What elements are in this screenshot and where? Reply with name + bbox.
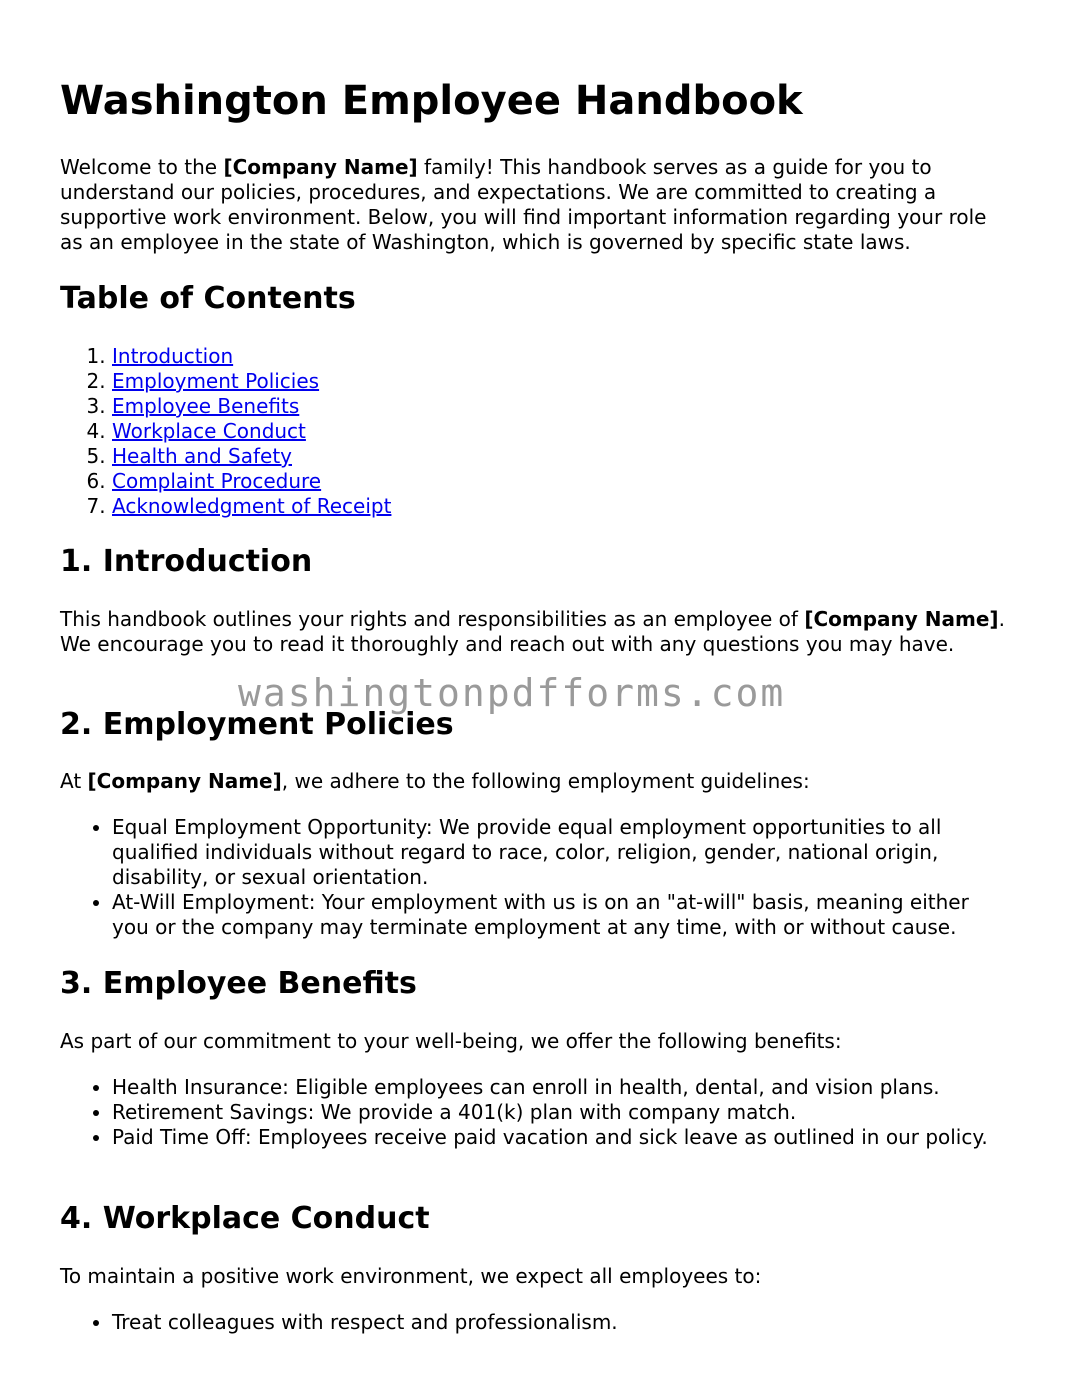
workplace-conduct-lead: To maintain a positive work environment, we expect all employees to:: [60, 1264, 762, 1288]
toc-heading: Table of Contents: [60, 281, 356, 316]
page-title: Washington Employee Handbook: [60, 78, 803, 124]
toc-list: [60, 344, 1010, 519]
company-name-placeholder: [Company Name]: [804, 607, 999, 631]
policies-lead-before: At: [60, 769, 88, 793]
toc-link-complaint-procedure[interactable]: Complaint Procedure: [112, 469, 322, 493]
toc-link-introduction[interactable]: Introduction: [112, 344, 234, 368]
company-name-placeholder: [Company Name]: [87, 769, 282, 793]
list-item: • Health Insurance: Eligible employees can enroll in health, dental, and vision plans.: [112, 1075, 1010, 1100]
watermark-text: washingtonpdfforms.com: [238, 671, 786, 715]
list-item: • Equal Employment Opportunity: We provide equal employment opportunities to all qualified individuals without regard to race, color, religion, gender, national origin, disability, or sexual orientation.: [112, 815, 1010, 890]
toc-link-acknowledgment-of-receipt[interactable]: Acknowledgment of Receipt: [112, 494, 392, 518]
introduction-text-before: This handbook outlines your rights and responsibilities as an employee of: [60, 607, 805, 631]
workplace-conduct-list: [60, 1310, 1010, 1335]
list-item: • Retirement Savings: We provide a 401(k) plan with company match.: [112, 1100, 1010, 1125]
introduction-paragraph: [60, 607, 1010, 657]
employee-benefits-list: [60, 1075, 1010, 1150]
workplace-conduct-heading: 4. Workplace Conduct: [60, 1201, 430, 1236]
toc-link-health-and-safety[interactable]: Health and Safety: [112, 444, 292, 468]
list-item: • At-Will Employment: Your employment with us is on an "at-will" basis, meaning either you or the company may terminate employment at any time, with or without cause.: [112, 890, 1010, 940]
employee-benefits-heading: 3. Employee Benefits: [60, 966, 417, 1001]
toc-item: [112, 394, 1010, 419]
toc-link-employment-policies[interactable]: Employment Policies: [112, 369, 320, 393]
employment-policies-list: [60, 815, 1010, 940]
list-item: • Treat colleagues with respect and professionalism.: [112, 1310, 1010, 1335]
intro-text-after: family! This handbook serves as a guide for you to understand our policies, procedures, and expectations. We are committed to creating a supportive work environment. Below, you will find important information regarding your role as an employee in the state of Washington, which is governed by specific state laws.: [60, 155, 987, 254]
policies-lead-after: , we adhere to the following employment guidelines:: [281, 769, 810, 793]
company-name-placeholder: [Company Name]: [223, 155, 418, 179]
toc-item: [112, 494, 1010, 519]
toc-item: [112, 369, 1010, 394]
toc-item: [112, 419, 1010, 444]
toc-item: [112, 444, 1010, 469]
employment-policies-heading: 2. Employment Policies: [60, 707, 454, 742]
intro-paragraph: [60, 155, 1010, 255]
toc-link-workplace-conduct[interactable]: Workplace Conduct: [112, 419, 306, 443]
list-item: • Paid Time Off: Employees receive paid vacation and sick leave as outlined in our policy.: [112, 1125, 1010, 1150]
toc-item: [112, 344, 1010, 369]
introduction-heading: 1. Introduction: [60, 544, 313, 579]
toc-link-employee-benefits[interactable]: Employee Benefits: [112, 394, 300, 418]
toc-item: [112, 469, 1010, 494]
employment-policies-lead: [60, 769, 1010, 794]
employee-benefits-lead: As part of our commitment to your well-being, we offer the following benefits:: [60, 1029, 842, 1053]
introduction-text-after: . We encourage you to read it thoroughly and reach out with any questions you may have.: [60, 607, 1005, 656]
intro-text-before: Welcome to the: [60, 155, 224, 179]
